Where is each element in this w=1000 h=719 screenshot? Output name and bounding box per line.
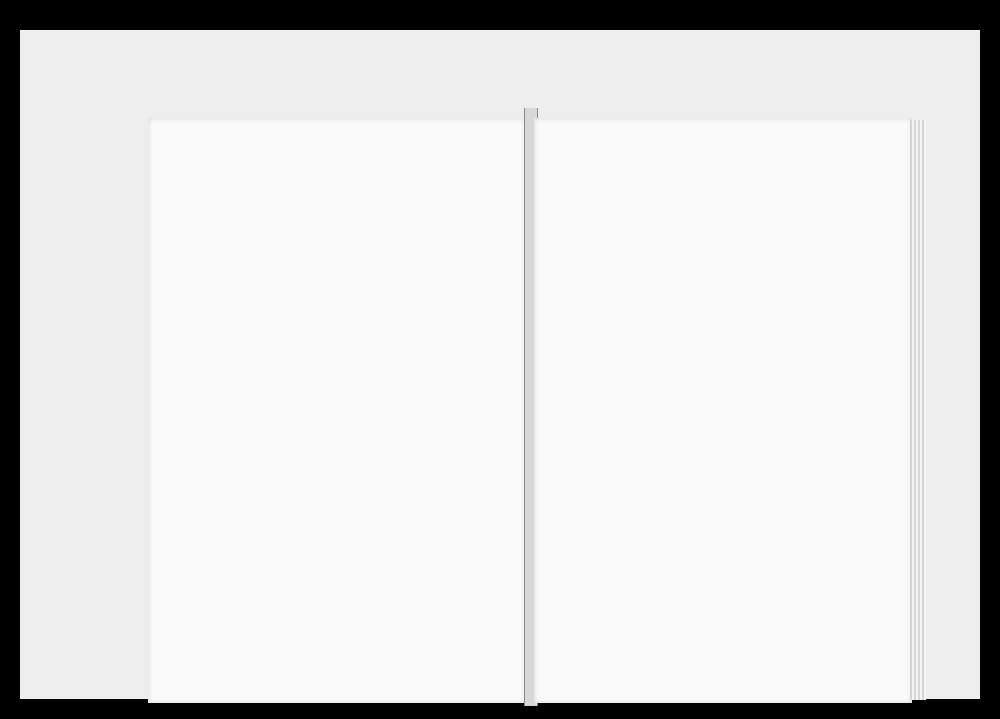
scan-backdrop: [20, 30, 980, 699]
left-page: [148, 118, 526, 703]
page-edges: [910, 120, 926, 700]
open-book: [148, 108, 926, 706]
right-page: [534, 118, 912, 703]
